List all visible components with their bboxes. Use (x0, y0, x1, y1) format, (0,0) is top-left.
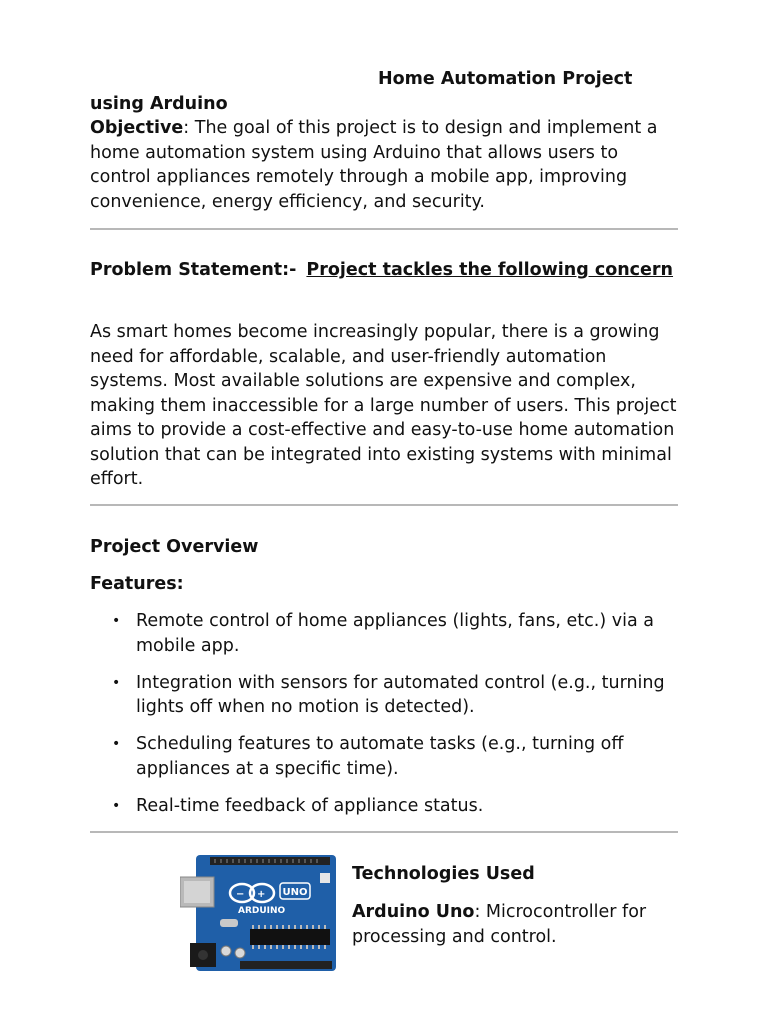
bullet-icon: • (112, 674, 121, 691)
technology-item-label: Arduino Uno (352, 902, 475, 922)
feature-text: Scheduling features to automate tasks (e.g., turning off appliances at a specific time). (136, 734, 624, 779)
list-item (90, 794, 680, 819)
divider-2 (90, 504, 678, 506)
title-line-2: using Arduino (90, 94, 228, 114)
bullet-icon: • (112, 736, 121, 752)
board-model-label: UNO (282, 887, 308, 898)
bullet-icon: • (112, 613, 121, 629)
technology-item (352, 900, 672, 949)
feature-text: Remote control of home appliances (lights, fans, etc.) via a mobile app. (136, 611, 654, 656)
svg-text:−: − (236, 889, 245, 900)
feature-text: Integration with sensors for automated control (e.g., turning lights off when no motion is detected). (136, 672, 665, 717)
feature-text: Real-time feedback of appliance status. (136, 795, 484, 816)
objective-paragraph (90, 116, 680, 214)
list-item (90, 732, 680, 781)
technologies-heading: Technologies Used (352, 864, 535, 884)
divider-1 (90, 228, 678, 230)
problem-statement-label: Problem Statement:- (90, 260, 297, 280)
svg-text:+: + (257, 889, 266, 900)
problem-statement-heading (90, 258, 680, 283)
technology-item-text: : Microcontroller for processing and control. (352, 902, 647, 947)
list-item (90, 671, 680, 720)
bullet-icon: • (112, 797, 121, 814)
list-item (90, 609, 680, 658)
board-logo-label: ARDUINO (238, 906, 286, 916)
objective-label: Objective (90, 118, 184, 138)
features-heading: Features: (90, 574, 184, 594)
objective-text: : The goal of this project is to design and implement a home automation system using Arduino that allows users to control appliances remotely through a mobile app, improving convenience, energy efficiency, and security. (90, 118, 658, 212)
title-line-1: Home Automation Project (378, 69, 633, 89)
problem-statement-body: As smart homes become increasingly popular, there is a growing need for affordable, scalable, and user-friendly automation systems. Most available solutions are expensive and complex, making them inaccessible for a large number of users. This project aims to provide a cost-effective and easy-to-use home automation solution that can be integrated into existing systems with minimal effort. (90, 322, 677, 489)
problem-statement-subtitle: Project tackles the following concern (306, 260, 674, 280)
divider-3 (90, 831, 678, 833)
project-overview-heading: Project Overview (90, 537, 259, 557)
features-list (90, 609, 680, 831)
arduino-uno-board-image (180, 853, 338, 973)
